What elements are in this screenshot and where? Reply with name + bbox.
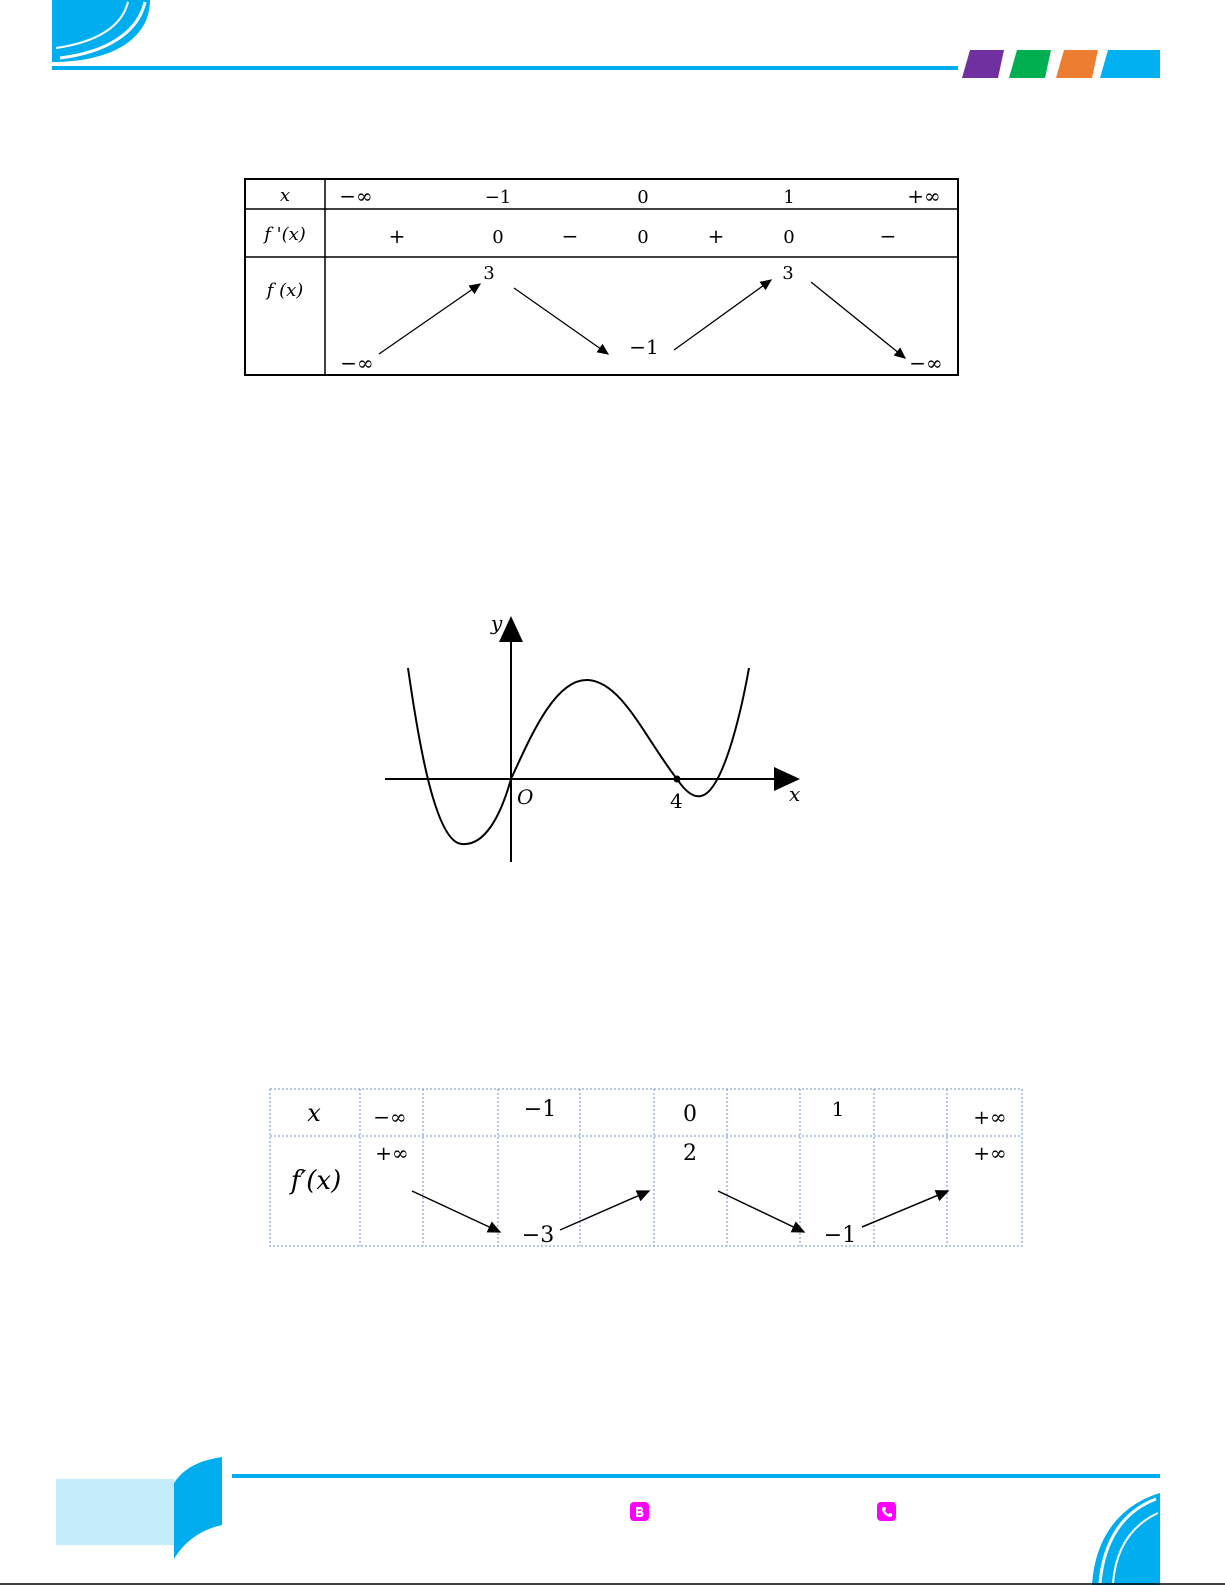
t1-sign-1: +: [388, 224, 406, 248]
t1-sign-2: 0: [492, 227, 504, 248]
t1-x-neg-inf: −∞: [339, 184, 373, 208]
t1-sign-6: 0: [783, 227, 795, 248]
t1-label-f: f (x): [266, 280, 304, 301]
function-curve: [408, 668, 749, 844]
t2-f-neg3: −3: [521, 1223, 555, 1248]
t2-arrow-down-1: [412, 1191, 500, 1232]
y-axis-label: y: [491, 611, 503, 635]
footer-decoration: [0, 1455, 1225, 1585]
x-axis-label: x: [789, 782, 801, 806]
phone-icon[interactable]: [877, 1502, 896, 1521]
t1-sign-4: 0: [637, 227, 649, 248]
point-4: [674, 776, 681, 783]
t1-f-3-left: 3: [483, 263, 495, 284]
header-line: [52, 66, 958, 70]
t2-f-pos-inf-left: +∞: [375, 1141, 409, 1165]
t1-x-0: 0: [637, 187, 649, 208]
variation-table-2: [268, 1087, 1024, 1249]
t1-x-1: 1: [783, 187, 795, 208]
t2-arrow-up-1: [560, 1191, 649, 1230]
square-purple: [962, 50, 1004, 78]
t2-arrow-up-2: [862, 1191, 948, 1227]
t1-f-neg-inf-right: −∞: [909, 351, 943, 375]
t1-sign-3: −: [561, 224, 579, 248]
t2-f-neg1: −1: [823, 1223, 857, 1248]
corner-leaf-top: [52, 0, 150, 62]
blog-glyph-icon: [634, 1506, 645, 1518]
t2-f-2: 2: [683, 1141, 697, 1166]
phone-glyph-icon: [881, 1506, 893, 1518]
t2-label-fprime: f′(x): [290, 1166, 342, 1196]
t2-x-1: 1: [831, 1097, 845, 1121]
t1-x-pos-inf: +∞: [907, 184, 941, 208]
t1-label-x: x: [279, 185, 291, 206]
t1-f-neg1: −1: [629, 335, 659, 359]
t2-label-x: x: [307, 1099, 321, 1127]
t2-arrow-down-2: [718, 1191, 804, 1232]
square-blue: [1100, 50, 1160, 78]
blog-icon[interactable]: [630, 1502, 649, 1521]
header-decoration: [0, 0, 1225, 90]
t1-f-neg-inf-left: −∞: [340, 351, 374, 375]
t2-x-neg1: −1: [523, 1097, 557, 1122]
square-green: [1009, 50, 1051, 78]
t1-arrow-down-1: [514, 288, 608, 354]
t2-x-pos-inf: +∞: [973, 1105, 1007, 1129]
origin-label: O: [517, 785, 534, 809]
square-orange: [1056, 50, 1098, 78]
function-graph: [380, 608, 820, 870]
t1-x-neg1: −1: [484, 187, 512, 208]
t1-arrow-down-2: [811, 282, 905, 358]
t2-x-0: 0: [683, 1102, 697, 1127]
tick-4-label: 4: [670, 789, 683, 813]
t1-arrow-up-2: [674, 280, 771, 350]
footer-line: [232, 1474, 1160, 1478]
t1-label-fprime: f '(x): [264, 224, 306, 245]
footer-book-right: [174, 1457, 222, 1559]
t2-x-neg-inf: −∞: [373, 1105, 407, 1129]
t1-sign-5: +: [707, 224, 725, 248]
t2-f-pos-inf-right: +∞: [973, 1141, 1007, 1165]
t1-arrow-up-1: [379, 284, 480, 354]
variation-table-1: [244, 178, 960, 378]
t1-sign-7: −: [879, 224, 897, 248]
footer-book-left: [56, 1479, 174, 1545]
t1-f-3-right: 3: [782, 263, 794, 284]
